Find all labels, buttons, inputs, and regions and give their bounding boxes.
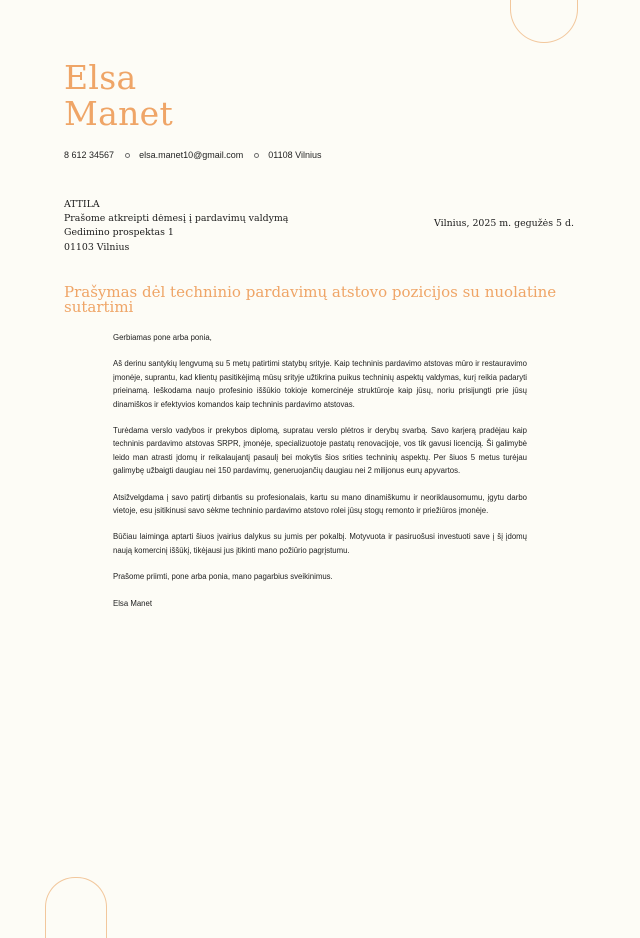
decorative-arc-top: [510, 0, 578, 43]
bullet-icon: [254, 153, 259, 158]
applicant-name: [64, 60, 173, 132]
home-address: 01108 Vilnius: [268, 150, 322, 160]
first-name: Elsa: [64, 58, 137, 97]
letter-subject: Prašymas dėl techninio pardavimų atstovo pozicijos su nuolatine sutartimi: [64, 283, 557, 316]
bullet-icon: [125, 153, 130, 158]
recipient-block: [64, 198, 288, 255]
paragraph: Aš derinu santykių lengvumą su 5 metų patirtimi statybų srityje. Kaip techninis pardavimo atstovas mūro ir restauravimo įmonėje, suprantu, kad klientų pasitikėjimą mūsų srityje užtikrina puikus techninių aspektų valdymas, kurį reikia padaryti prieinamą. Ieškodama naujo profesinio iššūkio tokioje komercinėje struktūroje kaip jūsų, noriu prisijungti prie jūsų dinamiškos ir efektyvios komandos kaip techninis pardavimo atstovas.: [113, 359, 527, 409]
recipient-city: 01103 Vilnius: [64, 241, 130, 253]
recipient-attention: Prašome atkreipti dėmesį į pardavimų valdymą: [64, 213, 289, 225]
email-address: elsa.manet10@gmail.com: [139, 150, 244, 160]
closing: Prašome priimti, pone arba ponia, mano pagarbius sveikinimus.: [113, 572, 333, 582]
decorative-arc-bottom: [45, 877, 107, 938]
paragraph: Būčiau laiminga aptarti šiuos įvairius dalykus su jumis per pokalbį. Motyvuota ir pasiruošusi investuoti save į šį įdomų naują komercinį iššūkį, tikėjausi jus įtikinti mano požiūrio pagrįstumu.: [113, 532, 527, 555]
last-name: Manet: [64, 94, 174, 133]
paragraph: Turėdama verslo vadybos ir prekybos diplomą, supratau verslo plėtros ir derybų svarbą. Savo karjerą pradėjau kaip techninis pardavimo atstovas SRPR, įmonėje, specializuotoje pastatų renovacijoje, vos tik gavusi licenciją. Ši galimybė leido man atrasti įdomų ir reikalaujantį pasaulį bei mokytis šios srities techninių aspektų. Per šiuos 5 metus turėjau galimybę užbaigti daugiau nei 150 pardavimų, generuojančių daugiau nei 2 milijonus eurų apyvartos.: [113, 426, 527, 476]
recipient-street: Gedimino prospektas 1: [64, 227, 174, 239]
phone-number: 8 612 34567: [64, 150, 115, 160]
contact-line: [64, 150, 321, 160]
paragraph: Atsižvelgdama į savo patirtį dirbantis su profesionalais, kartu su mano dinamiškumu ir neoriklausomumu, įgytu darbo vietoje, esu įsitikinusi savo sėkme techninio pardavimo atstovo rolei jūsų stogų remonto ir priežiūros įmonėje.: [113, 492, 527, 516]
letter-date: Vilnius, 2025 m. gegužės 5 d.: [434, 218, 574, 229]
greeting: Gerbiamas pone arba ponia,: [113, 333, 212, 342]
recipient-company: ATTILA: [64, 199, 100, 210]
signature: Elsa Manet: [113, 598, 153, 608]
letter-body: [113, 331, 527, 623]
